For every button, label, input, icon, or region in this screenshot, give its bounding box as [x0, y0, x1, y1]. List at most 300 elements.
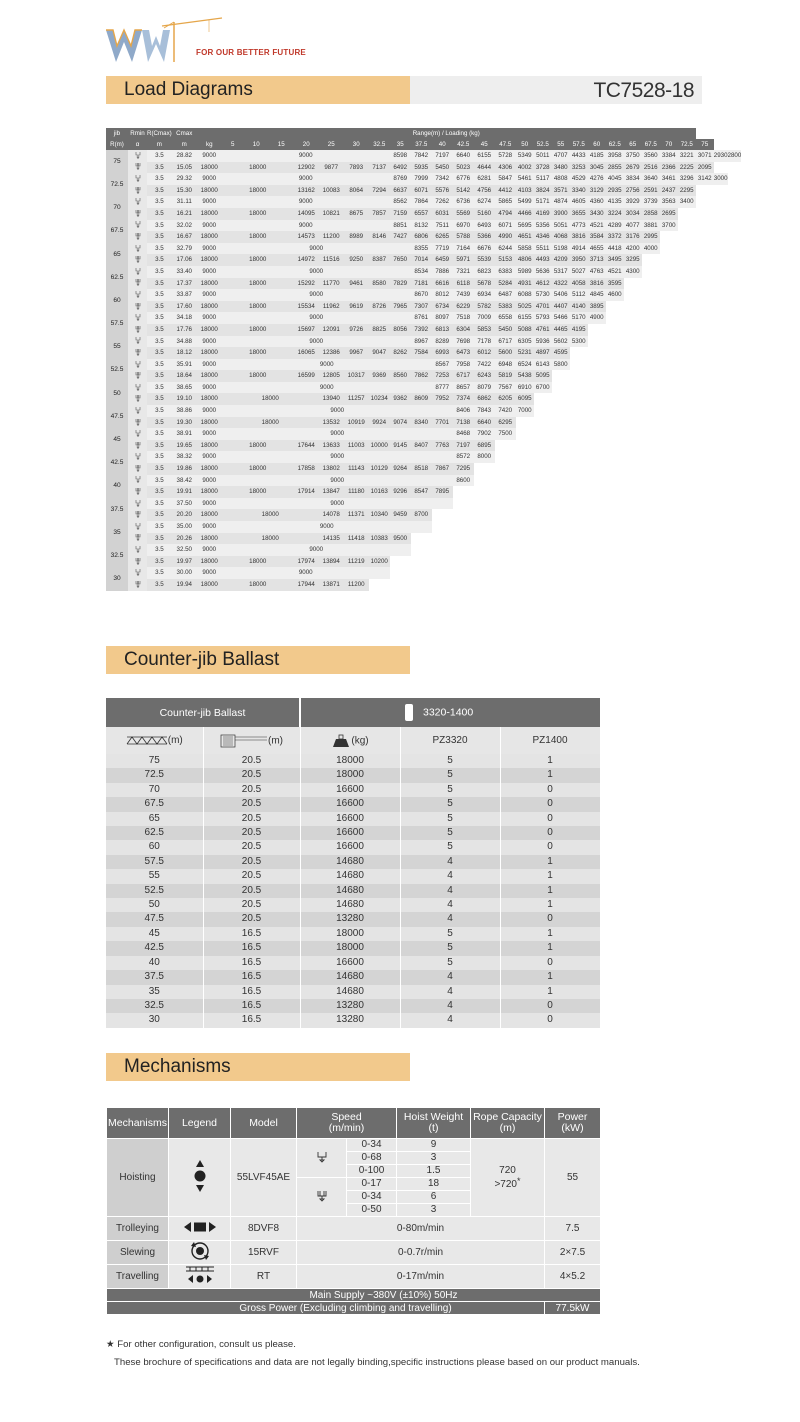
- load-value: 5170: [570, 312, 588, 324]
- hoist-4fall-icon-cell: [297, 1178, 347, 1217]
- load-value: 4045: [606, 173, 624, 185]
- mech-hdr-mechanisms: Mechanisms: [107, 1108, 169, 1139]
- hoist-speed-1: 0-34: [347, 1139, 397, 1152]
- load-value: 9264: [390, 463, 411, 475]
- hoist-2fall-icon-cell: [297, 1139, 347, 1178]
- rmin: 3.5: [147, 567, 172, 579]
- load-empty: [516, 428, 728, 440]
- ballast-jib: 55: [106, 869, 203, 883]
- r-cmax: 15.30: [172, 185, 197, 197]
- load-value: 15292: [294, 278, 319, 290]
- load-value: 7262: [432, 196, 453, 208]
- load-row: [106, 347, 741, 359]
- load-value: 9362: [390, 393, 411, 405]
- rmin: 3.5: [147, 289, 172, 301]
- ballast-pz1400: 1: [500, 884, 600, 898]
- hook-2fall-icon: [128, 498, 147, 510]
- load-value: 4612: [534, 278, 552, 290]
- load-value: 3571: [552, 185, 570, 197]
- ballast-cj: 16.5: [203, 956, 300, 970]
- r-cmax: 31.11: [172, 196, 197, 208]
- range-header: 15: [269, 139, 294, 150]
- hook-4fall-icon: [128, 208, 147, 220]
- ballast-weight: 16600: [300, 797, 400, 811]
- ballast-weight: 18000: [300, 941, 400, 955]
- load-value: 11143: [344, 463, 369, 475]
- slewing-rotate-icon: [188, 1241, 212, 1261]
- load-value: 6637: [390, 185, 411, 197]
- load-value: 3950: [570, 254, 588, 266]
- ballast-pz1400: 0: [500, 912, 600, 926]
- ballast-weight: 16600: [300, 783, 400, 797]
- load-value: 2679: [624, 162, 642, 174]
- jib-length: 47.5: [106, 405, 128, 428]
- load-value: 6806: [411, 231, 432, 243]
- r-cmax: 38.42: [172, 475, 197, 487]
- load-row: [106, 196, 741, 208]
- r-cmax: 38.91: [172, 428, 197, 440]
- hook-4fall-icon: [128, 579, 147, 591]
- load-value: 7181: [411, 278, 432, 290]
- load-value: 9459: [390, 509, 411, 521]
- load-value: 7965: [390, 301, 411, 313]
- load-value: 4289: [606, 220, 624, 232]
- load-max-span: 9000: [222, 382, 432, 394]
- load-empty: [534, 405, 728, 417]
- ballast-jib: 57.5: [106, 855, 203, 869]
- load-value: 9145: [390, 440, 411, 452]
- r-cmax: 19.91: [172, 486, 197, 498]
- rmin: 3.5: [147, 278, 172, 290]
- load-value: 5438: [516, 370, 534, 382]
- hook-4fall-icon: [128, 533, 147, 545]
- range-header: 72.5: [678, 139, 696, 150]
- load-value: 5300: [570, 336, 588, 348]
- hook-2fall-icon: [128, 544, 147, 556]
- load-value: 8777: [432, 382, 453, 394]
- load-value: 5027: [570, 266, 588, 278]
- rmin: 3.5: [147, 544, 172, 556]
- travelling-label: Travelling: [107, 1265, 169, 1289]
- mech-hdr-speed: Speed (m/min): [297, 1108, 397, 1139]
- ballast-pz3320: 5: [400, 941, 500, 955]
- rmin: 3.5: [147, 347, 172, 359]
- load-value: 6295: [495, 417, 516, 429]
- load-value: 4418: [606, 243, 624, 255]
- r-cmax: 34.18: [172, 312, 197, 324]
- cmax: 9000: [197, 243, 222, 255]
- ballast-cj: 16.5: [203, 927, 300, 941]
- load-empty: [411, 544, 728, 556]
- ballast-pz3320: 5: [400, 927, 500, 941]
- jib-length: 62.5: [106, 266, 128, 289]
- load-value: 16599: [294, 370, 319, 382]
- load-row: [106, 289, 741, 301]
- load-value: 2695: [660, 208, 678, 220]
- jib-length: 65: [106, 243, 128, 266]
- rmin: 3.5: [147, 162, 172, 174]
- load-value: 9877: [319, 162, 344, 174]
- load-value: 6459: [432, 254, 453, 266]
- load-value: 3595: [606, 278, 624, 290]
- r-cmax: 16.21: [172, 208, 197, 220]
- load-value: 9726: [344, 324, 369, 336]
- load-value: 4412: [495, 185, 516, 197]
- hoist-speed-5: 0-34: [347, 1191, 397, 1204]
- ballast-row: [106, 768, 600, 782]
- load-value: 7864: [411, 196, 432, 208]
- load-empty: [606, 312, 728, 324]
- load-value: 3929: [624, 196, 642, 208]
- load-value: 9074: [390, 417, 411, 429]
- load-value: 4322: [552, 278, 570, 290]
- ballast-row: [106, 985, 600, 999]
- trolley-arrows-icon: [183, 1221, 217, 1233]
- hook-2fall-icon: [128, 359, 147, 371]
- ballast-row: [106, 941, 600, 955]
- load-max-span: 18000: [222, 579, 294, 591]
- load-empty: [516, 417, 728, 429]
- supply-row: [107, 1289, 601, 1302]
- load-row: [106, 312, 741, 324]
- range-header: 50: [516, 139, 534, 150]
- col-jib-unit: (m): [167, 735, 183, 746]
- load-row: [106, 498, 741, 510]
- load-row: [106, 567, 741, 579]
- load-empty: [624, 289, 728, 301]
- ballast-pz3320: 5: [400, 840, 500, 854]
- cmax: 18000: [197, 208, 222, 220]
- load-row: [106, 393, 741, 405]
- load-value: 5466: [552, 312, 570, 324]
- load-value: 7893: [344, 162, 369, 174]
- load-value: 6088: [516, 289, 534, 301]
- ballast-row: [106, 783, 600, 797]
- load-row: [106, 509, 741, 521]
- load-row: [106, 220, 741, 232]
- load-value: 7999: [411, 173, 432, 185]
- travelling-model: RT: [231, 1265, 297, 1289]
- load-row: [106, 370, 741, 382]
- load-value: 4169: [534, 208, 552, 220]
- load-value: 4300: [624, 266, 642, 278]
- load-value: 14573: [294, 231, 319, 243]
- ballast-pz1400: 1: [500, 985, 600, 999]
- ballast-header-title: Counter-jib Ballast: [106, 698, 300, 727]
- range-header: 40: [432, 139, 453, 150]
- rmin: 3.5: [147, 301, 172, 313]
- load-value: 3560: [642, 150, 660, 162]
- load-value: 10919: [344, 417, 369, 429]
- load-empty: [432, 521, 728, 533]
- load-value: 7518: [453, 312, 474, 324]
- ballast-jib: 75: [106, 754, 203, 768]
- load-value: 6558: [495, 312, 516, 324]
- load-empty: [642, 254, 728, 266]
- hook-2fall-icon: [316, 1151, 328, 1163]
- hoist-weight-1: 9: [397, 1139, 471, 1152]
- jib-length: 75: [106, 150, 128, 173]
- load-value: 6244: [495, 243, 516, 255]
- load-value: 8079: [474, 382, 495, 394]
- ballast-group-label: 3320-1400: [423, 706, 474, 719]
- load-max-span: 18000: [222, 509, 319, 521]
- r-cmax: 37.50: [172, 498, 197, 510]
- r-cmax: 19.10: [172, 393, 197, 405]
- mech-header: [107, 1108, 601, 1139]
- ballast-pz3320: 5: [400, 768, 500, 782]
- load-max-span: 9000: [222, 567, 390, 579]
- model-number: TC7528-18: [410, 76, 702, 104]
- load-value: 4276: [588, 173, 606, 185]
- cmax: 18000: [197, 324, 222, 336]
- col-jib-length: [106, 727, 203, 754]
- load-max-span: 9000: [222, 336, 411, 348]
- load-value: 5160: [474, 208, 495, 220]
- rmin: 3.5: [147, 405, 172, 417]
- load-empty: [588, 336, 728, 348]
- load-value: 7719: [432, 243, 453, 255]
- load-value: 5317: [552, 266, 570, 278]
- load-value: 6071: [495, 220, 516, 232]
- load-value: 5935: [411, 162, 432, 174]
- load-value: 4200: [624, 243, 642, 255]
- load-value: 8657: [453, 382, 474, 394]
- load-value: 8340: [411, 417, 432, 429]
- rmin: 3.5: [147, 150, 172, 162]
- load-value: 5865: [495, 196, 516, 208]
- load-empty: [432, 509, 728, 521]
- cmax: 9000: [197, 289, 222, 301]
- load-value: 4874: [552, 196, 570, 208]
- cmax: 9000: [197, 336, 222, 348]
- load-value: 12091: [319, 324, 344, 336]
- load-value: 9369: [369, 370, 390, 382]
- hdr-spacer: [696, 128, 714, 139]
- hook-4fall-icon: [128, 556, 147, 568]
- hdr-jib: jib: [106, 128, 128, 139]
- cmax: 18000: [197, 556, 222, 568]
- range-header: 37.5: [411, 139, 432, 150]
- load-value: 4466: [516, 208, 534, 220]
- load-value: 7584: [411, 347, 432, 359]
- range-header: 52.5: [534, 139, 552, 150]
- load-value: 2756: [624, 185, 642, 197]
- load-value: 5788: [453, 231, 474, 243]
- load-value: 8851: [390, 220, 411, 232]
- jib-length: 30: [106, 567, 128, 590]
- load-value: 3958: [606, 150, 624, 162]
- load-value: 7307: [411, 301, 432, 313]
- hook-2fall-icon: [128, 266, 147, 278]
- load-value: 3000: [714, 173, 728, 185]
- load-value: 6640: [474, 417, 495, 429]
- brand-logo: [104, 14, 319, 70]
- load-max-span: 9000: [222, 359, 432, 371]
- gross-power-label: Gross Power (Excluding climbing and travelling): [107, 1302, 545, 1315]
- load-value: 7862: [411, 370, 432, 382]
- load-value: 4058: [570, 278, 588, 290]
- r-cmax: 32.02: [172, 220, 197, 232]
- ballast-weight: 14680: [300, 898, 400, 912]
- ballast-cj: 20.5: [203, 812, 300, 826]
- ballast-pz1400: 1: [500, 869, 600, 883]
- hook-4fall-icon: [128, 231, 147, 243]
- load-value: 11418: [344, 533, 369, 545]
- load-max-span: 9000: [222, 173, 390, 185]
- load-max-span: 18000: [222, 486, 294, 498]
- cmax: 9000: [197, 196, 222, 208]
- load-empty: [696, 196, 728, 208]
- load-value: 6616: [432, 278, 453, 290]
- ballast-cj: 20.5: [203, 912, 300, 926]
- r-cmax: 38.65: [172, 382, 197, 394]
- r-cmax: 32.50: [172, 544, 197, 556]
- ballast-cj: 20.5: [203, 855, 300, 869]
- rmin: 3.5: [147, 556, 172, 568]
- ballast-block-icon: [331, 734, 351, 748]
- mech-hdr-hoist-weight: Hoist Weight (t): [397, 1108, 471, 1139]
- load-row: [106, 150, 741, 162]
- load-value: 5461: [516, 173, 534, 185]
- section-title-counter-jib: Counter-jib Ballast: [106, 646, 410, 674]
- ballast-pz3320: 5: [400, 812, 500, 826]
- rmin: 3.5: [147, 173, 172, 185]
- load-value: 7321: [453, 266, 474, 278]
- load-value: 3816: [588, 278, 606, 290]
- load-value: 5511: [534, 243, 552, 255]
- load-value: 8387: [369, 254, 390, 266]
- logo-graphic: [104, 14, 319, 70]
- load-value: 7159: [390, 208, 411, 220]
- hook-4fall-icon: [128, 417, 147, 429]
- load-value: 3750: [624, 150, 642, 162]
- load-value: 5971: [453, 254, 474, 266]
- hook-2fall-icon: [128, 336, 147, 348]
- ballast-cj: 20.5: [203, 869, 300, 883]
- load-row: [106, 405, 741, 417]
- load-value: 6118: [453, 278, 474, 290]
- load-value: 3071: [696, 150, 714, 162]
- load-value: 8056: [390, 324, 411, 336]
- load-value: 4931: [516, 278, 534, 290]
- load-value: 5112: [570, 289, 588, 301]
- load-value: 9500: [390, 533, 411, 545]
- load-value: 6492: [390, 162, 411, 174]
- load-value: 8769: [390, 173, 411, 185]
- load-value: 4002: [516, 162, 534, 174]
- hook-2fall-icon: [128, 173, 147, 185]
- load-value: 4529: [570, 173, 588, 185]
- load-value: 4900: [588, 312, 606, 324]
- range-header: 42.5: [453, 139, 474, 150]
- load-value: 12805: [319, 370, 344, 382]
- cmax: 18000: [197, 254, 222, 266]
- cmax: 9000: [197, 475, 222, 487]
- load-value: 10000: [369, 440, 390, 452]
- ballast-weight: 18000: [300, 927, 400, 941]
- brand-tagline: FOR OUR BETTER FUTURE: [196, 48, 306, 57]
- r-cmax: 17.37: [172, 278, 197, 290]
- ballast-weight: 18000: [300, 768, 400, 782]
- load-value: 2225: [678, 162, 696, 174]
- load-value: 3296: [678, 173, 696, 185]
- hook-2fall-icon: [128, 521, 147, 533]
- load-value: 7886: [432, 266, 453, 278]
- load-value: 10200: [369, 556, 390, 568]
- range-header: 65: [624, 139, 642, 150]
- load-value: 4600: [606, 289, 624, 301]
- hook-2fall-icon: [128, 243, 147, 255]
- load-row: [106, 278, 741, 290]
- hook-2fall-icon: [128, 451, 147, 463]
- load-value: 7701: [432, 417, 453, 429]
- rmin: 3.5: [147, 370, 172, 382]
- ballast-row: [106, 840, 600, 854]
- load-empty: [552, 370, 728, 382]
- load-value: 3221: [678, 150, 696, 162]
- load-empty: [453, 498, 728, 510]
- load-value: 7958: [453, 359, 474, 371]
- load-value: 3824: [534, 185, 552, 197]
- ballast-jib: 32.5: [106, 999, 203, 1013]
- trolleying-legend: [169, 1217, 231, 1241]
- ballast-jib: 37.5: [106, 970, 203, 984]
- load-value: 13162: [294, 185, 319, 197]
- load-max-span: 9000: [222, 150, 390, 162]
- hoisting-label: Hoisting: [107, 1139, 169, 1217]
- load-max-span: 18000: [222, 393, 319, 405]
- jib-length: 67.5: [106, 220, 128, 243]
- load-value: 15534: [294, 301, 319, 313]
- load-value: 5858: [516, 243, 534, 255]
- load-value: 6095: [516, 393, 534, 405]
- ballast-weight: 13280: [300, 999, 400, 1013]
- hoist-speed-3: 0-100: [347, 1165, 397, 1178]
- load-value: 13633: [319, 440, 344, 452]
- load-value: 6970: [453, 220, 474, 232]
- load-value: 9967: [344, 347, 369, 359]
- rmin: 3.5: [147, 440, 172, 452]
- cmax: 9000: [197, 521, 222, 533]
- ballast-weight: 16600: [300, 840, 400, 854]
- load-row: [106, 556, 741, 568]
- load-empty: [474, 475, 728, 487]
- rmin: 3.5: [147, 498, 172, 510]
- ballast-row: [106, 855, 600, 869]
- load-row: [106, 475, 741, 487]
- ballast-weight: 14680: [300, 884, 400, 898]
- ballast-pz1400: 1: [500, 898, 600, 912]
- load-value: 8547: [411, 486, 432, 498]
- load-row: [106, 266, 741, 278]
- load-value: 8534: [411, 266, 432, 278]
- r-cmax: 19.94: [172, 579, 197, 591]
- load-value: 12386: [319, 347, 344, 359]
- rmin: 3.5: [147, 231, 172, 243]
- load-max-span: 18000: [222, 533, 319, 545]
- ballast-jib: 72.5: [106, 768, 203, 782]
- load-value: 6948: [495, 359, 516, 371]
- load-value: 13802: [319, 463, 344, 475]
- load-value: 7857: [369, 208, 390, 220]
- load-value: 5800: [552, 359, 570, 371]
- load-value: 5793: [534, 312, 552, 324]
- load-row: [106, 243, 741, 255]
- travel-rail-icon: [185, 1265, 215, 1285]
- cmax: 18000: [197, 278, 222, 290]
- load-value: 8726: [369, 301, 390, 313]
